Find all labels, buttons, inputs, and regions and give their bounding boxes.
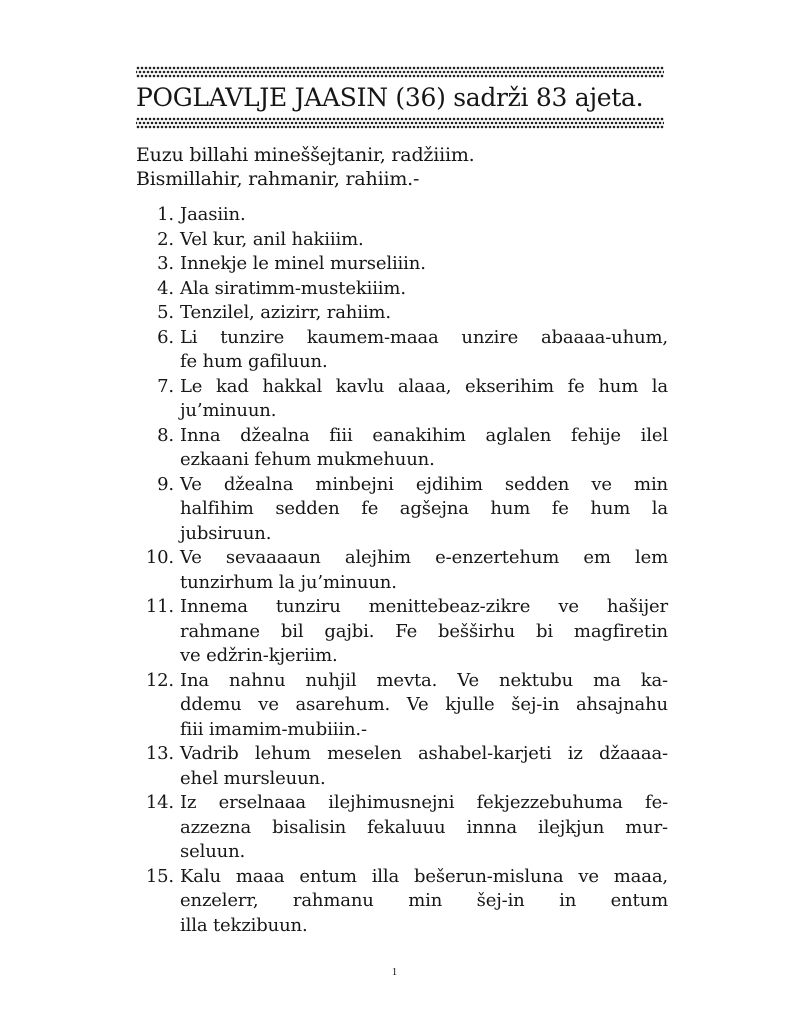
verse-line: Innekje le minel murseliiin. <box>180 253 426 274</box>
page-number: 1 <box>391 966 398 978</box>
verse-item <box>128 277 668 302</box>
verse-line: Ve džealna minbejni ejdihim sedden ve min <box>180 473 668 495</box>
verse-number: 4. <box>157 277 174 299</box>
verse-line: Kalu maaa entum illa bešerun-misluna ve maaa, <box>180 865 668 887</box>
verse-item <box>128 546 668 595</box>
verse-line: Ve sevaaaaun alejhim e-enzertehum em lem <box>180 547 668 568</box>
verse-number: 6. <box>157 326 174 348</box>
verse-text <box>176 742 668 791</box>
verse-line: enzelerr, rahmanu min šej-in in entum <box>180 890 668 911</box>
verse-item <box>128 865 668 939</box>
verse-number: 8. <box>157 424 174 446</box>
verse-line: ezkaani fehum mukmehuun. <box>180 449 435 470</box>
verse-line: azzezna bisalisin fekaluuu innna ilejkjun mur- <box>180 816 668 838</box>
verse-line: rahmane bil gajbi. Fe bešširhu bi magfiretin <box>180 620 668 642</box>
verse-text <box>176 203 668 228</box>
intro-line: Bismillahir, rahmanir, rahiim.- <box>136 168 420 190</box>
verse-text <box>176 375 668 424</box>
verse-line: seluun. <box>180 841 246 862</box>
verse-line: halfihim sedden fe agšejna hum fe hum la <box>180 498 668 519</box>
verse-item <box>128 375 668 424</box>
verse-number: 9. <box>157 473 174 495</box>
verse-list <box>128 203 668 938</box>
verse-item <box>128 203 668 228</box>
verse-text <box>176 326 668 375</box>
verse-line: Inna džealna fiii eanakihim aglalen fehije ilel <box>180 424 668 446</box>
verse-line: Jaasiin. <box>180 204 246 225</box>
verse-item <box>128 791 668 865</box>
verse-line: illa tekzibuun. <box>180 914 308 936</box>
verse-item <box>128 301 668 326</box>
verse-line: jubsiruun. <box>180 522 272 544</box>
verse-text <box>176 252 668 277</box>
verse-number: 1. <box>157 204 174 225</box>
verse-line: Vel kur, anil hakiiim. <box>180 228 364 250</box>
verse-text <box>176 669 668 743</box>
verse-line: fe hum gafiluun. <box>180 351 328 372</box>
verse-number: 12. <box>145 669 174 691</box>
verse-text <box>176 473 668 547</box>
verse-item <box>128 473 668 547</box>
verse-line: ve edžrin-kjeriim. <box>180 645 338 666</box>
verse-line: Tenzilel, azizirr, rahiim. <box>180 302 391 323</box>
dotted-rule-top <box>136 66 664 78</box>
verse-item <box>128 669 668 743</box>
verse-line: tunzirhum la ju’minuun. <box>180 571 397 593</box>
verse-line: ju’minuun. <box>180 400 277 421</box>
verse-item <box>128 252 668 277</box>
intro-line: Euzu billahi mineššejtanir, radžiiim. <box>136 144 475 166</box>
verse-text <box>176 791 668 865</box>
intro-block <box>136 143 676 191</box>
verse-number: 14. <box>145 792 174 813</box>
verse-text <box>176 228 668 253</box>
verse-number: 5. <box>157 302 174 323</box>
verse-line: ehel mursleuun. <box>180 767 326 789</box>
verse-text <box>176 865 668 939</box>
verse-line: Ina nahnu nuhjil mevta. Ve nektubu ma ka- <box>180 669 668 691</box>
verse-line: Ala siratimm-mustekiiim. <box>180 277 406 299</box>
verse-number: 15. <box>145 865 174 887</box>
verse-text <box>176 277 668 302</box>
verse-number: 7. <box>157 375 174 397</box>
verse-line: Vadrib lehum meselen ashabel-karjeti iz džaaaa- <box>180 743 668 764</box>
dotted-rule-bottom <box>136 117 664 129</box>
verse-number: 10. <box>145 547 174 568</box>
verse-number: 3. <box>157 253 174 274</box>
verse-item <box>128 326 668 375</box>
verse-item <box>128 228 668 253</box>
verse-line: fiii imamim-mubiiin.- <box>180 718 367 740</box>
verse-text <box>176 424 668 473</box>
verse-text <box>176 546 668 595</box>
chapter-title: POGLAVLJE JAASIN (36) sadrži 83 ajeta. <box>136 83 644 112</box>
verse-number: 13. <box>145 743 174 764</box>
verse-line: ddemu ve asarehum. Ve kjulle šej-in ahsajnahu <box>180 694 668 715</box>
verse-line: Le kad hakkal kavlu alaaa, ekserihim fe hum la <box>180 375 668 397</box>
verse-line: Li tunzire kaumem-maaa unzire abaaaa-uhum, <box>180 326 668 348</box>
verse-item <box>128 424 668 473</box>
verse-number: 11. <box>145 596 174 617</box>
verse-text <box>176 595 668 669</box>
verse-item <box>128 742 668 791</box>
verse-number: 2. <box>157 228 174 250</box>
verse-text <box>176 301 668 326</box>
verse-item <box>128 595 668 669</box>
verse-line: Innema tunziru menittebeaz-zikre ve hašijer <box>180 596 668 617</box>
verse-line: Iz erselnaaa ilejhimusnejni fekjezzebuhuma fe- <box>180 792 668 813</box>
